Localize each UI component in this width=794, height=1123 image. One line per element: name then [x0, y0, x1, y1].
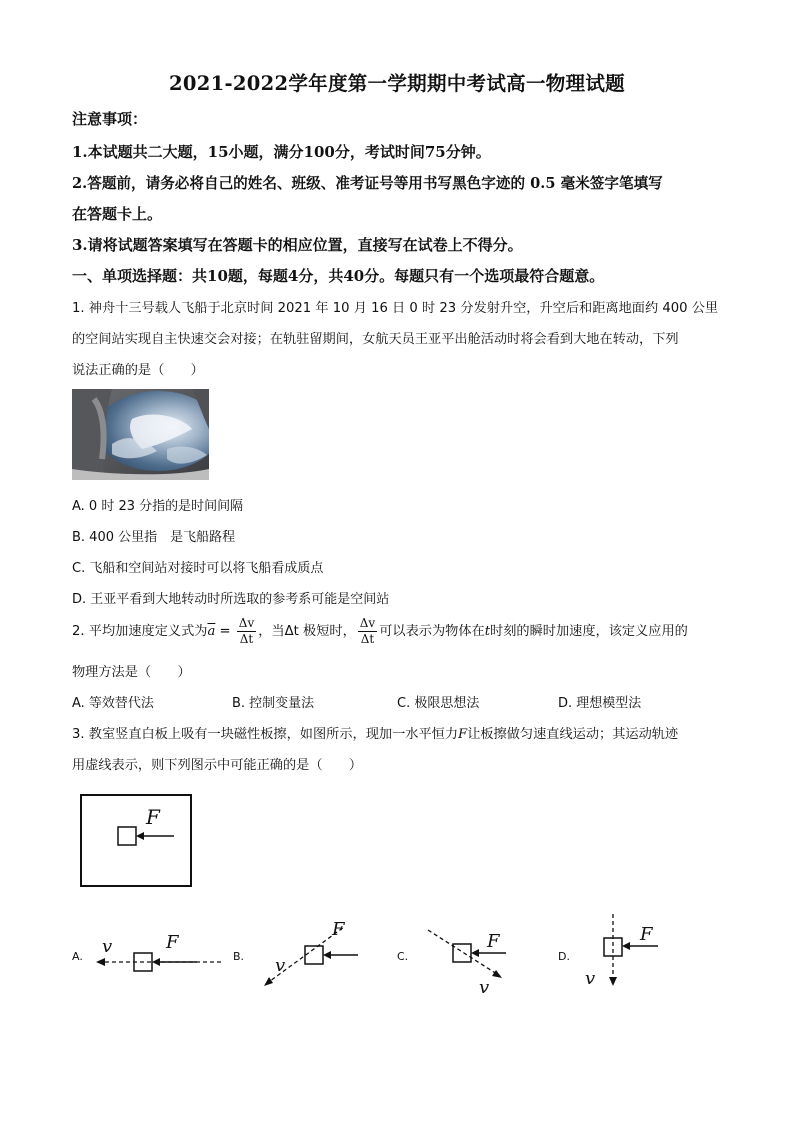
force-label: F: [146, 805, 160, 829]
q2-frac2-den: Δt: [360, 631, 375, 646]
q1-option-a: A. 0 时 23 分指的是时间间隔: [72, 499, 244, 514]
eraser-block: [118, 827, 136, 845]
q2-text-1: 2. 平均加速度定义式为: [72, 624, 208, 639]
exam-title: 2021-2022学年度第一学期期中考试高一物理试题: [169, 72, 625, 95]
q3-option-b-label: B.: [233, 950, 245, 963]
q2-frac2-num: Δv: [359, 615, 376, 630]
q2-fraction-2: [358, 616, 377, 647]
q1-option-d: D. 王亚平看到大地转动时所选取的参考系可能是空间站: [72, 592, 390, 607]
notes-heading: 注意事项：: [72, 110, 148, 128]
q2-line1: [72, 614, 688, 650]
q3-option-d-figure: [580, 910, 670, 990]
note-1: 1.本试题共二大题，15小题，满分100分，考试时间75分钟。: [72, 143, 491, 161]
q2-t: t: [484, 624, 491, 639]
force-arrowhead: [136, 832, 144, 840]
q2-frac1-den: Δt: [239, 631, 254, 646]
q2-option-d: D. 理想模型法: [558, 696, 642, 711]
q3-f-symbol: F: [458, 727, 468, 742]
eraser-block: [453, 944, 471, 962]
force-label: F: [487, 931, 500, 952]
q2-text-4: 可以表示为物体在: [379, 624, 485, 639]
q2-text-2: ，当: [258, 624, 285, 639]
force-arrowhead: [323, 951, 331, 959]
q3-option-a-figure: [92, 928, 227, 978]
force-label: F: [332, 919, 345, 940]
spacecraft-window-photo: [72, 389, 209, 480]
q3-option-a-label: A.: [72, 950, 83, 963]
q3-text-1a: 3. 教室竖直白板上吸有一块磁性板擦，如图所示，现加一水平恒力: [72, 727, 459, 742]
note-2a: 2.答题前，请务必将自己的姓名、班级、准考证号等用书写黑色字迹的 0.5 毫米签字笔填写: [72, 175, 663, 192]
velocity-label: v: [479, 977, 490, 995]
velocity-label: v: [585, 968, 596, 989]
force-arrowhead: [471, 949, 479, 957]
q2-option-a: A. 等效替代法: [72, 696, 154, 711]
section-heading: 一、单项选择题：共10题，每题4分，共40分。每题只有一个选项最符合题意。: [72, 267, 605, 285]
force-arrowhead: [152, 958, 160, 966]
q1-option-c: C. 飞船和空间站对接时可以将飞船看成质点: [72, 561, 324, 576]
velocity-arrowhead: [96, 958, 105, 966]
q3-option-c-figure: [422, 920, 512, 995]
q1-line3: 说法正确的是（ ）: [72, 363, 204, 378]
q2-fraction-1: [237, 616, 256, 647]
q1-line2: 的空间站实现自主快速交会对接；在轨驻留期间，女航天员王亚平出舱活动时将会看到大地在转动，下列: [72, 332, 679, 347]
q2-option-c: C. 极限思想法: [397, 696, 480, 711]
q2-eq: =: [215, 624, 235, 639]
q1-line1: 1. 神舟十三号载人飞船于北京时间 2021 年 10 月 16 日 0 时 23 分发射升空，升空后和距离地面约 400 公里: [72, 301, 719, 316]
q3-line2: 用虚线表示，则下列图示中可能正确的是（ ）: [72, 758, 363, 773]
velocity-label: v: [102, 936, 113, 957]
velocity-label: v: [275, 955, 286, 976]
q3-text-1b: 让板擦做匀速直线运动；其运动轨迹: [467, 727, 679, 742]
q2-dt: Δt: [284, 624, 299, 639]
q3-option-b-figure: [258, 915, 368, 990]
q2-abar: $\overline{a}$: [207, 624, 216, 639]
q1-option-b: B. 400 公里指 是飞船路程: [72, 530, 236, 545]
q3-whiteboard-figure: [78, 792, 194, 890]
q2-text-5: 时刻的瞬时加速度，该定义应用的: [490, 624, 688, 639]
force-label: F: [166, 932, 179, 953]
q2-line2: 物理方法是（ ）: [72, 665, 191, 680]
q3-line1: [72, 723, 678, 742]
velocity-arrowhead: [264, 977, 273, 986]
force-arrowhead: [622, 942, 630, 950]
note-3: 3.请将试题答案填写在答题卡的相应位置，直接写在试卷上不得分。: [72, 236, 523, 254]
velocity-arrowhead: [609, 977, 617, 986]
q3-option-c-label: C.: [397, 950, 409, 963]
q3-option-d-label: D.: [558, 950, 570, 963]
note-2b: 在答题卡上。: [72, 205, 163, 223]
force-label: F: [640, 924, 653, 945]
q2-frac1-num: Δv: [238, 615, 255, 630]
eraser-block: [604, 938, 622, 956]
q2-option-b: B. 控制变量法: [232, 696, 315, 711]
q2-text-3: 极短时，: [298, 624, 356, 639]
